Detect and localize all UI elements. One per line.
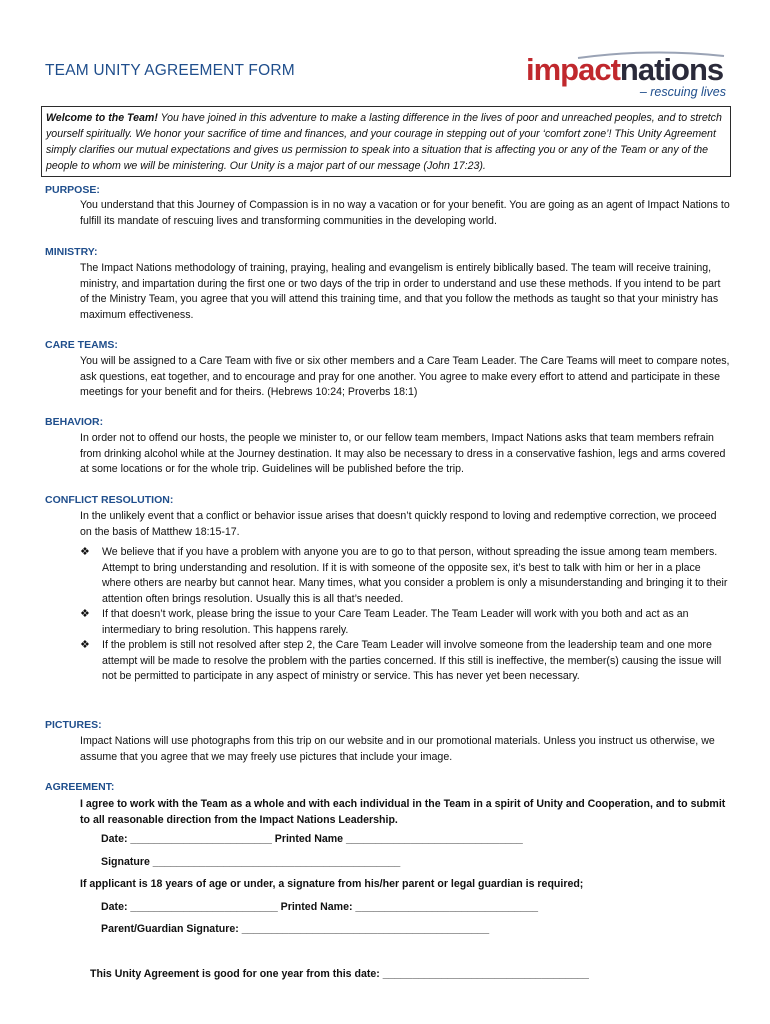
behavior-heading: BEHAVIOR: xyxy=(45,416,104,428)
date-printed-name-field[interactable]: Date: ________________________ Printed Name ______________________________ xyxy=(101,833,523,845)
welcome-body: You have joined in this adventure to make a lasting difference in the lives of poor and unreached peoples, and to stretch yourself spiritually. We honor your sacrifice of time and finances, and your courage in stepping out of your ‘comfort zone’! This Unity Agreement simply clarifies our mutual expectations and gives us permission to speak into a situation that is affecting you or any of the Team or any of the people to whom we will be ministering. Our Unity is a major part of our message (John 17:23). xyxy=(46,112,722,172)
purpose-heading: PURPOSE: xyxy=(45,184,100,196)
pictures-text: Impact Nations will use photographs from this trip on our website and in our promotional materials. Unless you instruct us otherwise, we assume that you agree that we may freely use pictures that include your image. xyxy=(80,735,715,763)
guardian-date-printed-name-field[interactable]: Date: _________________________ Printed Name: _______________________________ xyxy=(101,901,539,913)
conflict-intro: In the unlikely event that a conflict or behavior issue arises that doesn’t quickly respond to loving and redemptive correction, we proceed on the basis of Matthew 18:15-17. xyxy=(80,510,717,538)
validity-date-field[interactable]: This Unity Agreement is good for one year from this date: ___________________________________ xyxy=(90,968,589,980)
logo-wordmark: impactnations xyxy=(526,52,724,87)
minor-note: If applicant is 18 years of age or under, a signature from his/her parent or legal guardian is required; xyxy=(80,878,584,890)
conflict-bullet-text: If that doesn’t work, please bring the issue to your Care Team Leader. The Team Leader will work with you both and act as an intermediary to bring resolution. This happens rarely. xyxy=(102,608,689,636)
agreement-heading: AGREEMENT: xyxy=(45,781,115,793)
diamond-bullet-icon: ❖ xyxy=(80,639,90,651)
welcome-box xyxy=(41,106,731,177)
welcome-lead: Welcome to the Team! xyxy=(46,112,158,124)
conflict-bullet-text: We believe that if you have a problem with anyone you are to go to that person, without spreading the issue among team members. Attempt to bring understanding and resolution. If it is with someone of the opposite sex, it’s best to talk with him or her in a place where others are nearby but cannot hear. Many times, what you consider a problem is only a misunderstanding and bringing it to their attention often brings resolution. Usually this is all that’s needed. xyxy=(102,546,728,605)
behavior-text: In order not to offend our hosts, the people we minister to, or our fellow team members, Impact Nations asks that team members refrain from drinking alcohol while at the Journey destination. It may also be necessary to dress in a conservative fashion, legs and arms covered at some locations or for the whole trip. Guidelines will be published before the trip. xyxy=(80,432,726,476)
guardian-signature-field[interactable]: Parent/Guardian Signature: __________________________________________ xyxy=(101,923,490,935)
conflict-bullet-text: If the problem is still not resolved after step 2, the Care Team Leader will involve someone from the leadership team and one more attempt will be made to resolve the problem with the parties concerned. If this still is ineffective, the member(s) causing the issue will not be permitted to participate in any aspect of ministry or service. This has never yet been necessary. xyxy=(102,639,722,683)
purpose-text: You understand that this Journey of Compassion is in no way a vacation or for your benefit. You are going as an agent of Impact Nations to fulfill its mandate of rescuing lives and transforming communities in the developing world. xyxy=(80,199,730,227)
ministry-heading: MINISTRY: xyxy=(45,246,98,258)
logo-tagline: – rescuing lives xyxy=(639,85,726,99)
pictures-heading: PICTURES: xyxy=(45,719,102,731)
agreement-statement: I agree to work with the Team as a whole and with each individual in the Team in a spirit of Unity and Cooperation, and to submit to all reasonable direction from the Impact Nations Leadership. xyxy=(80,798,726,826)
ministry-text: The Impact Nations methodology of training, praying, healing and evangelism is entirely biblically based. The team will receive training, ministry, and impartation during the first one or two days of the trip in order to understand and use these methods. If you intend to be part of the Ministry Team, you agree that you will attend this training time, and that you follow the methods as taught so that your ministry has maximum effectiveness. xyxy=(80,262,721,321)
diamond-bullet-icon: ❖ xyxy=(80,608,90,620)
care-teams-text: You will be assigned to a Care Team with five or six other members and a Care Team Leader. The Care Teams will meet to compare notes, ask questions, eat together, and to encourage and pray for one another. You agree to make every effort to attend and participate in these meetings for your benefit and for theirs. (Hebrews 10:24; Proverbs 18:1) xyxy=(80,355,730,399)
impact-nations-logo xyxy=(526,52,726,102)
diamond-bullet-icon: ❖ xyxy=(80,546,90,558)
signature-field[interactable]: Signature __________________________________________ xyxy=(101,856,401,868)
conflict-heading: CONFLICT RESOLUTION: xyxy=(45,494,174,506)
care-teams-heading: CARE TEAMS: xyxy=(45,339,118,351)
form-title: TEAM UNITY AGREEMENT FORM xyxy=(45,62,295,79)
